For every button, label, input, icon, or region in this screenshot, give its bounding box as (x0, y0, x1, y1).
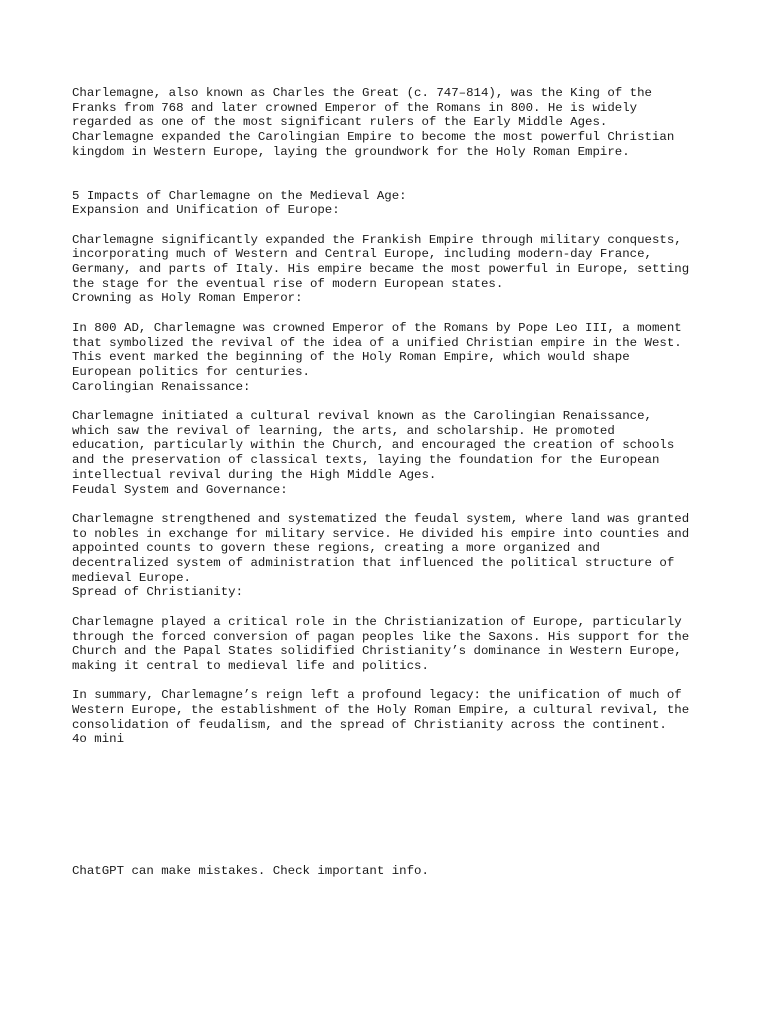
impact-section (72, 380, 712, 483)
section-body: In 800 AD, Charlemagne was crowned Emperor of the Romans by Pope Leo III, a moment that symbolized the revival of the idea of a unified Christian empire in the West. This event marked the beginning of the Holy Roman Empire, which would shape European politics for centuries. (72, 320, 682, 379)
impact-section (72, 203, 712, 291)
section-body: Charlemagne initiated a cultural revival known as the Carolingian Renaissance, which saw the revival of learning, the arts, and scholarship. He promoted education, particularly within the Church, and encouraged the creation of schools and the preservation of classical texts, laying the foundation for the European intellectual revival during the High Middle Ages. (72, 409, 675, 482)
section-title: Carolingian Renaissance: (72, 379, 251, 394)
section-body: Charlemagne strengthened and systematized the feudal system, where land was granted to nobles in exchange for military service. He divided his empire into counties and appointed counts to govern these regions, creating a more organized and decentralized system of administration that influenced the political structure of medieval Europe. (72, 511, 690, 585)
model-label: 4o mini (72, 732, 125, 747)
section-title: Crowning as Holy Roman Emperor: (72, 291, 303, 306)
document-body (72, 86, 712, 747)
section-title: Expansion and Unification of Europe: (72, 203, 340, 218)
summary-paragraph: In summary, Charlemagne’s reign left a profound legacy: the unification of much of Western Europe, the establishment of the Holy Roman Empire, a cultural revival, the consolidation of feudalism, and the spread of Christianity across the continent. (72, 688, 690, 732)
disclaimer-text: ChatGPT can make mistakes. Check important info. (72, 864, 429, 878)
impact-section (72, 291, 712, 379)
intro-paragraph: Charlemagne, also known as Charles the Great (c. 747–814), was the King of the Franks from 768 and later crowned Emperor of the Romans in 800. He is widely regarded as one of the most significant rulers of the Early Middle Ages. Charlemagne expanded the Carolingian Empire to become the most powerful Christian kingdom in Western Europe, laying the groundwork for the Holy Roman Empire. (72, 86, 675, 159)
section-body: Charlemagne played a critical role in the Christianization of Europe, particularly through the forced conversion of pagan peoples like the Saxons. His support for the Church and the Papal States solidified Christianity’s dominance in Western Europe, making it central to medieval life and politics. (72, 614, 690, 673)
impact-section (72, 483, 712, 586)
section-title: Feudal System and Governance: (72, 482, 288, 497)
section-title: Spread of Christianity: (72, 585, 244, 600)
impacts-heading: 5 Impacts of Charlemagne on the Medieval Age: (72, 188, 407, 203)
section-body: Charlemagne significantly expanded the Frankish Empire through military conquests, incorporating much of Western and Central Europe, including modern-day France, Germany, and parts of Italy. His empire became the most powerful in Europe, setting the stage for the eventual rise of modern European states. (72, 232, 690, 291)
impact-section (72, 585, 712, 673)
